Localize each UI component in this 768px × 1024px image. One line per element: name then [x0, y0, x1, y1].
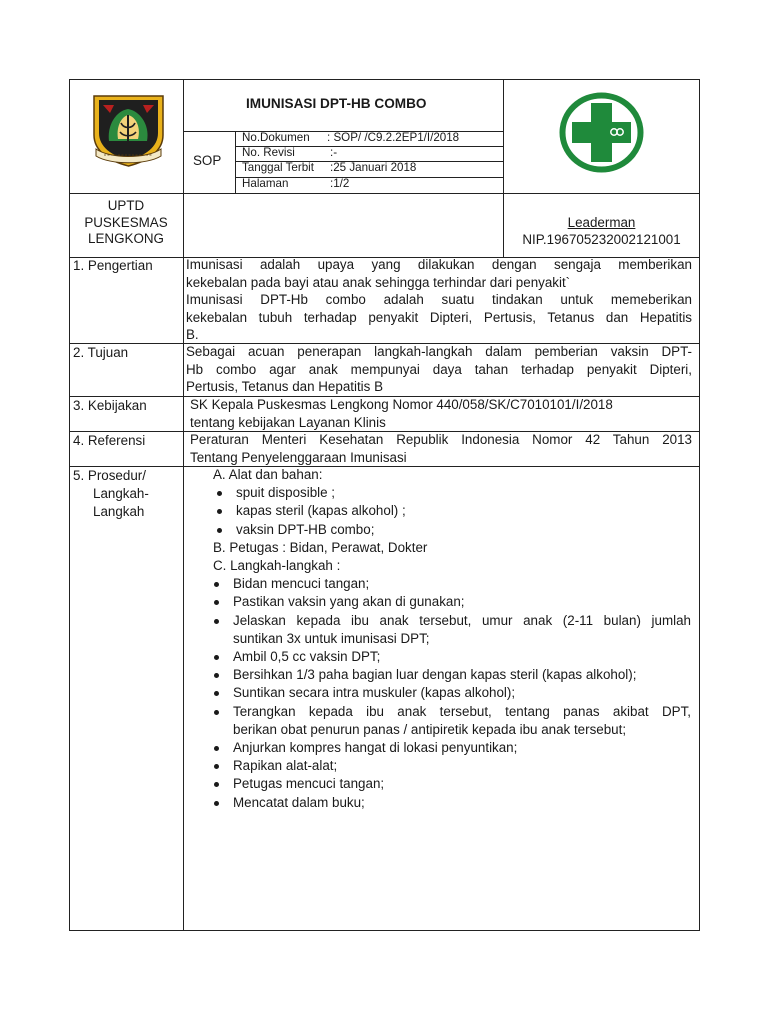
step-item	[233, 648, 693, 666]
document-title: IMUNISASI DPT-HB COMBO	[246, 96, 427, 111]
institution-name	[70, 198, 182, 248]
list-item-text: kapas steril (kapas alkohol) ;	[236, 503, 406, 519]
text-line: Imunisasi adalah upaya yang dilakukan dengan sengaja memberikan	[186, 257, 692, 272]
section-label-tujuan: 2. Tujuan	[73, 345, 129, 360]
step-item	[233, 575, 693, 593]
bullet-icon	[217, 509, 222, 514]
text-line: kekebalan pada bayi atau anak sehingga terhindar dari penyakit`	[186, 274, 571, 290]
step-text-line: Bidan mencuci tangan;	[233, 576, 370, 592]
step-text-line: suntikan 3x untuk imunisasi DPT;	[233, 630, 430, 646]
bullet-icon	[214, 782, 219, 787]
bullet-icon	[217, 528, 222, 533]
subsection-c-label: C. Langkah-langkah :	[213, 558, 341, 574]
subsection-b-label: B. Petugas : Bidan, Perawat, Dokter	[213, 539, 428, 555]
bullet-icon	[214, 582, 219, 587]
tools-list	[213, 484, 693, 539]
text-line: Tentang Penyelenggaraan Imunisasi	[190, 449, 407, 465]
list-item	[236, 484, 693, 502]
table-border-bottom	[69, 930, 700, 931]
meta-label-no-revisi: No. Revisi	[242, 146, 295, 159]
section-body-prosedur	[213, 466, 693, 812]
bullet-icon	[214, 691, 219, 696]
institution-line-3: LENGKONG	[88, 231, 164, 246]
meta-value-no-revisi: :-	[330, 146, 338, 159]
bullet-icon	[214, 746, 219, 751]
text-line: Peraturan Menteri Kesehatan Republik Indonesia Nomor 42 Tahun 2013	[190, 432, 692, 447]
step-text-line: berikan obat penurun panas / antipiretik kepada ibu anak tersebut;	[233, 721, 627, 737]
step-text-line: Suntikan secara intra muskuler (kapas alkohol);	[233, 685, 516, 701]
meta-value-no-dokumen: : SOP/ /C9.2.2EP1/I/2018	[327, 131, 460, 144]
section-body-tujuan	[186, 343, 692, 396]
step-text-line: Bersihkan 1/3 paha bagian luar dengan kapas steril (kapas alkohol);	[233, 667, 637, 683]
steps-list	[213, 575, 693, 812]
bullet-icon	[214, 673, 219, 678]
list-item-text: vaksin DPT-HB combo;	[236, 521, 375, 537]
bullet-icon	[214, 801, 219, 806]
meta-label-tanggal-terbit: Tanggal Terbit	[242, 161, 314, 174]
section-label-referensi: 4. Referensi	[73, 433, 146, 448]
bullet-icon	[217, 491, 222, 496]
section-label-pengertian: 1. Pengertian	[73, 258, 153, 273]
bullet-icon	[214, 600, 219, 605]
meta-label-halaman: Halaman	[242, 177, 289, 190]
step-text-line: Ambil 0,5 cc vaksin DPT;	[233, 649, 381, 665]
text-line: Sebagai acuan penerapan langkah-langkah dalam pemberian vaksin DPT-	[186, 344, 692, 359]
meta-label-no-dokumen: No.Dokumen	[242, 131, 310, 144]
bullet-icon	[214, 655, 219, 660]
step-text-line: Petugas mencuci tangan;	[233, 776, 385, 792]
table-divider-label-column	[183, 79, 184, 930]
regional-crest-icon	[90, 93, 167, 168]
list-item	[236, 521, 693, 539]
signatory-block	[504, 214, 699, 248]
table-divider-sop	[235, 131, 236, 193]
text-line: kekebalan tubuh terhadap penyakit Dipteri, Pertusis, Tetanus dan Hepatitis	[186, 309, 692, 325]
text-line: tentang kebijakan Layanan Klinis	[190, 414, 386, 430]
text-line: B.	[186, 327, 199, 342]
text-line: Pertusis, Tetanus dan Hepatitis B	[186, 379, 384, 394]
prosedur-label-line-3: Langkah	[93, 504, 145, 519]
step-text-line: Pastikan vaksin yang akan di gunakan;	[233, 594, 465, 610]
step-item	[233, 794, 693, 812]
step-item	[233, 666, 693, 684]
prosedur-label-line-1: 5. Prosedur/	[73, 468, 146, 483]
step-item	[233, 593, 693, 611]
table-line-header-end	[69, 193, 700, 194]
step-item	[233, 739, 693, 757]
meta-value-halaman: :1/2	[330, 177, 350, 190]
text-line: SK Kepala Puskesmas Lengkong Nomor 440/058/SK/C7010101/I/2018	[190, 397, 613, 412]
section-label-prosedur	[73, 467, 149, 521]
step-text-line: Terangkan kepada ibu anak tersebut, tentang panas akibat DPT,	[233, 703, 691, 719]
puskesmas-logo-icon	[558, 89, 645, 176]
step-text-line: Jelaskan kepada ibu anak tersebut, umur anak (2-11 bulan) jumlah	[233, 612, 691, 628]
meta-value-tanggal-terbit: :25 Januari 2018	[330, 161, 417, 174]
step-text-line: Anjurkan kompres hangat di lokasi penyuntikan;	[233, 740, 518, 756]
institution-line-2: PUSKESMAS	[84, 214, 168, 230]
institution-line-1: UPTD	[107, 198, 145, 213]
section-body-pengertian	[186, 256, 692, 344]
step-item	[233, 612, 693, 648]
signatory-name: Leaderman	[567, 215, 636, 230]
text-line: Imunisasi DPT-Hb combo adalah suatu tindakan untuk memeberikan	[186, 292, 692, 307]
bullet-icon	[214, 764, 219, 769]
subsection-a-label: A. Alat dan bahan:	[213, 467, 323, 482]
table-border-right	[699, 79, 700, 930]
list-item-text: spuit disposible ;	[236, 485, 335, 501]
section-body-kebijakan	[190, 396, 670, 431]
step-text-line: Mencatat dalam buku;	[233, 794, 365, 810]
signatory-nip: NIP.196705232002121001	[522, 232, 681, 247]
section-body-referensi	[190, 431, 692, 466]
prosedur-label-line-2: Langkah-	[93, 486, 149, 501]
bullet-icon	[214, 619, 219, 624]
text-line: Hb combo agar anak mempunyai daya tahan terhadap penyakit Dipteri,	[186, 361, 692, 377]
table-border-top	[69, 79, 700, 80]
sop-label: SOP	[193, 153, 222, 168]
list-item	[236, 502, 693, 520]
step-item	[233, 757, 693, 775]
bullet-icon	[214, 710, 219, 715]
section-label-kebijakan: 3. Kebijakan	[73, 398, 147, 413]
step-item	[233, 775, 693, 793]
step-item	[233, 703, 693, 739]
step-text-line: Rapikan alat-alat;	[233, 758, 338, 774]
step-item	[233, 684, 693, 702]
